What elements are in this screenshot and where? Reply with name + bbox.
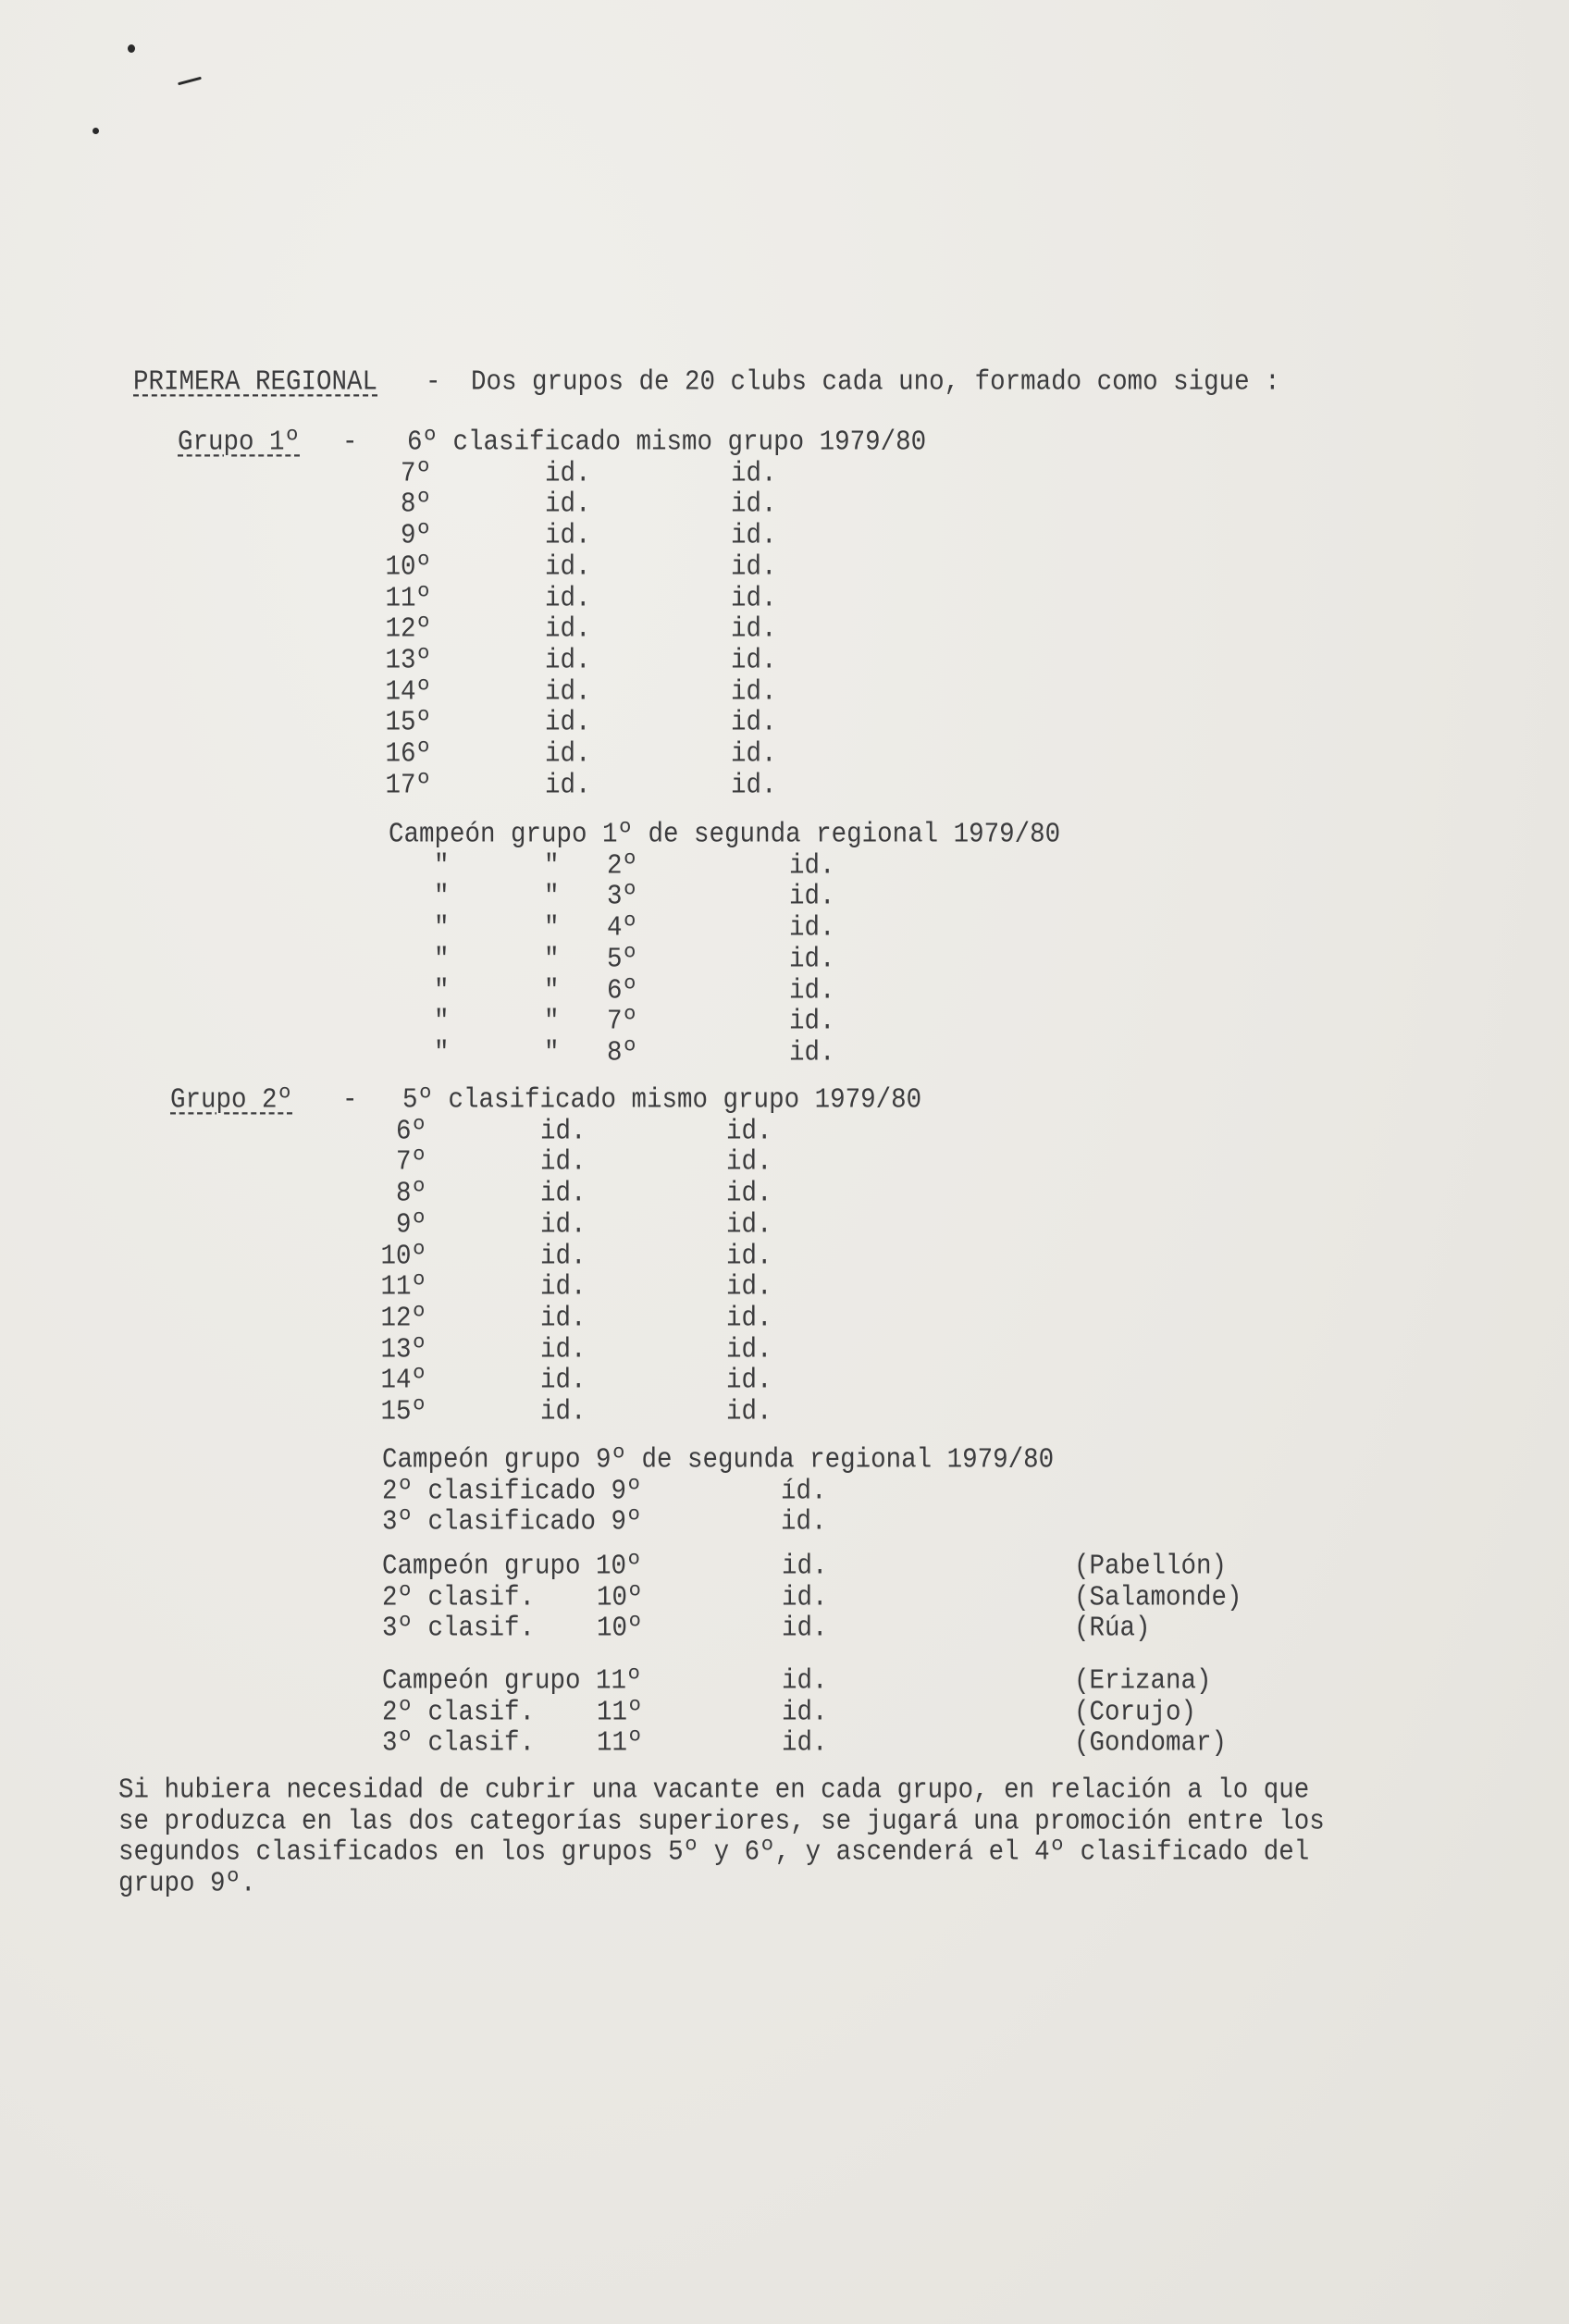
group-1-champion-row-cell-2: 5º: [607, 943, 638, 976]
group-2-block-9-row-cell-0: Campeón grupo 9º de segunda regional 1979/80: [382, 1444, 1055, 1477]
group-2-row-cell-1: id.: [540, 1396, 587, 1428]
group-1-champion-row-cell-1: ": [544, 974, 560, 1007]
group-1-champion-row-cell-3: id.: [789, 943, 835, 976]
group-1-champion-row-cell-0: ": [434, 912, 450, 945]
group-1-champion-row-cell-1: ": [544, 912, 560, 945]
group-1-champion-row-cell-3: id.: [789, 1006, 835, 1038]
group-2-block-11-row-cell-1: 11º: [597, 1727, 643, 1761]
group-2-row-cell-1: id.: [540, 1302, 587, 1335]
group-2-block-11-row-cell-0: Campeón grupo 11º: [382, 1665, 642, 1698]
group-2-row-cell-0: 12º: [380, 1302, 426, 1335]
group-1-row-cell-2: id.: [731, 675, 777, 709]
group-1-row-cell-0: 8º: [400, 488, 431, 522]
group-2-block-11-row-cell-0: 3º clasif.: [382, 1727, 536, 1761]
group-1-row-cell-2: id.: [731, 520, 777, 552]
group-1-champion-row-cell-2: 4º: [607, 912, 638, 945]
group-1-row-cell-2: id.: [731, 550, 777, 584]
group-1-row-cell-2: id.: [731, 769, 777, 802]
footer-paragraph-line: se produzca en las dos categorías superiores, se jugará una promoción entre los: [118, 1805, 1325, 1838]
group-1-champion-row-cell-1: ": [544, 1036, 560, 1069]
group-1-row-cell-0: 9º: [400, 520, 431, 552]
group-1-row-cell-1: id.: [545, 488, 591, 522]
group-2-row-cell-0: 5º clasificado mismo grupo 1979/80: [402, 1084, 922, 1117]
group-2-block-10-row-cell-3: (Salamonde): [1074, 1581, 1242, 1614]
group-2-row-cell-2: id.: [726, 1302, 772, 1335]
group-2-block-9-row-cell-2: íd.: [781, 1475, 827, 1508]
group-1-row-cell-1: id.: [545, 769, 591, 802]
group-1-row-cell-1: id.: [545, 644, 591, 677]
group-2-block-10-row-cell-2: id.: [782, 1551, 828, 1583]
group-2-row-cell-1: id.: [540, 1115, 587, 1148]
ink-spot: [93, 128, 99, 134]
group-1-row-cell-0: 17º: [385, 769, 431, 802]
group-2-block-9-row-cell-2: id.: [781, 1506, 827, 1539]
group-1-champion-row-cell-1: ": [544, 849, 560, 883]
ink-mark: [178, 77, 202, 86]
group-2-row-cell-2: id.: [726, 1240, 772, 1273]
group-2-row-cell-1: id.: [540, 1240, 587, 1273]
group-1-champion-row-cell-0: ": [434, 849, 450, 883]
group-1-row-cell-1: id.: [545, 457, 591, 490]
group-2-row-cell-2: id.: [726, 1365, 772, 1398]
group-2-block-11-row-cell-3: (Gondomar): [1074, 1727, 1228, 1761]
group-2-row-cell-2: id.: [726, 1115, 772, 1148]
group-1-row-cell-2: id.: [731, 457, 777, 490]
group-2-row-cell-0: 14º: [380, 1365, 426, 1398]
group-2-row-cell-0: 13º: [380, 1333, 426, 1366]
group-2-block-11-row-cell-3: (Corujo): [1074, 1696, 1197, 1729]
group-1-champion-row-cell-1: ": [544, 1006, 560, 1038]
group-2-block-10-row-cell-0: 3º clasif.: [382, 1613, 536, 1646]
group-2-block-10-row-cell-2: id.: [782, 1581, 828, 1614]
group-1-champion-row-cell-0: ": [434, 1006, 450, 1038]
group-1-champion-row-cell-0: ": [434, 974, 450, 1007]
dash: -: [426, 366, 441, 399]
group-2-row-cell-0: 11º: [380, 1271, 426, 1304]
group-1-row-cell-0: 13º: [385, 644, 431, 677]
group-2-row-cell-0: 7º: [395, 1146, 426, 1180]
group-1-row-cell-1: id.: [545, 613, 591, 646]
group-1-champion-row-cell-3: id.: [789, 849, 835, 883]
section-title: PRIMERA REGIONAL: [133, 366, 378, 399]
group-2-block-10-row-cell-3: (Rúa): [1074, 1613, 1151, 1646]
group-1-row-cell-0: 10º: [385, 550, 431, 584]
group-2-row-cell-0: 15º: [380, 1396, 426, 1428]
group-2-block-11-row-cell-2: id.: [782, 1665, 828, 1698]
group-1-row-cell-2: id.: [731, 582, 777, 615]
group-1-row-cell-2: id.: [731, 707, 777, 740]
group-1-row-cell-2: id.: [731, 738, 777, 771]
footer-paragraph-line: segundos clasificados en los grupos 5º y 6º, y ascenderá el 4º clasificado del: [118, 1836, 1310, 1870]
group-1-row-cell-1: id.: [545, 707, 591, 740]
group-1-champion-row-cell-2: 8º: [607, 1036, 638, 1069]
group-1-row-cell-1: id.: [545, 550, 591, 584]
group-1-champion-row-cell-0: ": [434, 1036, 450, 1069]
group-1-row-cell-2: id.: [731, 644, 777, 677]
group-2-row-cell-1: id.: [540, 1365, 587, 1398]
group-2-block-10-row-cell-3: (Pabellón): [1074, 1551, 1228, 1583]
group-1-row-cell-1: id.: [545, 582, 591, 615]
group-1-champion-row-cell-2: 3º: [607, 881, 638, 914]
group-2-block-11-row-cell-1: 11º: [597, 1696, 643, 1729]
group-1-champion-row-cell-1: ": [544, 943, 560, 976]
group-1-row-cell-0: 12º: [385, 613, 431, 646]
ink-spot: [128, 44, 135, 53]
group-2-row-cell-1: id.: [540, 1208, 587, 1242]
footer-paragraph-line: grupo 9º.: [118, 1868, 256, 1900]
group-2-row-cell-1: id.: [540, 1146, 587, 1180]
group-2-row-cell-1: id.: [540, 1271, 587, 1304]
group-1-row-cell-2: id.: [731, 613, 777, 646]
group-1-champion-row-cell-3: id.: [789, 974, 835, 1007]
group-1-champion-row-cell-0: ": [434, 881, 450, 914]
group-2-row-cell-2: id.: [726, 1396, 772, 1428]
dash: -: [342, 1084, 358, 1117]
group-2-block-11-row-cell-0: 2º clasif.: [382, 1696, 536, 1729]
group-2-row-cell-0: 6º: [395, 1115, 426, 1148]
group-1-champion-row-cell-0: Campeón grupo 1º de segunda regional 1979/80: [389, 819, 1061, 851]
group-2-row-cell-0: 9º: [395, 1208, 426, 1242]
group-1-row-cell-0: 15º: [385, 707, 431, 740]
group-1-row-cell-0: 16º: [385, 738, 431, 771]
group-2-block-11-row-cell-3: (Erizana): [1074, 1665, 1212, 1698]
group-1-champion-row-cell-2: 6º: [607, 974, 638, 1007]
group-2-block-10-row-cell-0: 2º clasif.: [382, 1581, 536, 1614]
group-2-block-10-row-cell-1: 10º: [597, 1581, 643, 1614]
group-1-row-cell-2: id.: [731, 488, 777, 522]
group-2-row-cell-2: id.: [726, 1333, 772, 1366]
group-1-champion-row-cell-3: id.: [789, 1036, 835, 1069]
group-2-block-11-row-cell-2: id.: [782, 1727, 828, 1761]
group-2-row-cell-2: id.: [726, 1178, 772, 1210]
dash: -: [342, 426, 358, 459]
group-1-row-cell-0: 11º: [385, 582, 431, 615]
group-2-row-cell-2: id.: [726, 1146, 772, 1180]
group-1-champion-row-cell-3: id.: [789, 912, 835, 945]
group-2-row-cell-0: 10º: [380, 1240, 426, 1273]
group-1-label: Grupo 1º: [178, 426, 301, 459]
group-2-block-10-row-cell-2: id.: [782, 1613, 828, 1646]
group-1-row-cell-0: 7º: [400, 457, 431, 490]
group-1-row-cell-0: 6º clasificado mismo grupo 1979/80: [407, 426, 927, 459]
group-1-row-cell-0: 14º: [385, 675, 431, 709]
group-1-row-cell-1: id.: [545, 738, 591, 771]
group-1-champion-row-cell-1: ": [544, 881, 560, 914]
section-intro: Dos grupos de 20 clubs cada uno, formado como sigue :: [471, 366, 1280, 399]
group-2-row-cell-2: id.: [726, 1271, 772, 1304]
group-1-champion-row-cell-2: 2º: [607, 849, 638, 883]
group-1-row-cell-1: id.: [545, 675, 591, 709]
group-1-champion-row-cell-3: id.: [789, 881, 835, 914]
group-1-row-cell-1: id.: [545, 520, 591, 552]
group-2-row-cell-1: id.: [540, 1178, 587, 1210]
group-1-champion-row-cell-2: 7º: [607, 1006, 638, 1038]
group-2-block-10-row-cell-1: 10º: [597, 1613, 643, 1646]
group-2-label: Grupo 2º: [170, 1084, 293, 1117]
footer-paragraph-line: Si hubiera necesidad de cubrir una vacante en cada grupo, en relación a lo que: [118, 1774, 1310, 1807]
group-2-block-11-row-cell-2: id.: [782, 1696, 828, 1729]
group-2-row-cell-1: id.: [540, 1333, 587, 1366]
group-2-block-9-row-cell-0: 3º clasificado 9º: [382, 1506, 642, 1539]
group-2-row-cell-0: 8º: [395, 1178, 426, 1210]
group-1-champion-row-cell-0: ": [434, 943, 450, 976]
group-2-block-10-row-cell-0: Campeón grupo 10º: [382, 1551, 642, 1583]
group-2-block-9-row-cell-0: 2º clasificado 9º: [382, 1475, 642, 1508]
group-2-row-cell-2: id.: [726, 1208, 772, 1242]
